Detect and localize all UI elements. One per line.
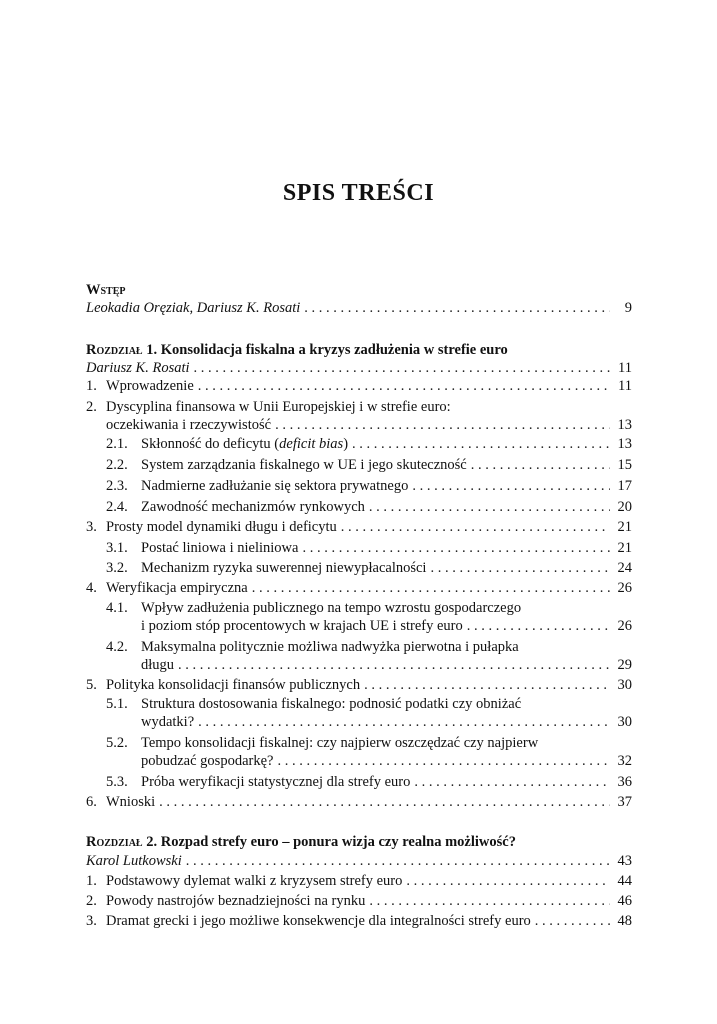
entry-page: 11: [618, 378, 632, 394]
dot-leader: [198, 376, 610, 396]
entry-number: 4.2.: [106, 639, 128, 655]
dot-leader: [304, 298, 610, 318]
entry-title: System zarządzania fiskalnego w UE i jego skuteczność: [141, 457, 467, 473]
entry-number: 5.3.: [106, 774, 128, 790]
entry-number: 2.1.: [106, 436, 128, 452]
entry-number: 5.1.: [106, 696, 128, 712]
entry-page: 15: [617, 457, 632, 473]
entry-title-part: Skłonność do deficytu (: [141, 436, 280, 452]
entry-title-cont: oczekiwania i rzeczywistość: [106, 417, 272, 433]
toc-entry[interactable]: [106, 598, 632, 618]
dot-leader: [430, 558, 610, 578]
entry-page: 24: [617, 560, 632, 576]
toc-entry[interactable]: [86, 376, 632, 396]
entry-page: 37: [617, 794, 632, 810]
section-heading-wstep: [86, 280, 632, 300]
entry-title: Dramat grecki i jego możliwe konsekwencje dla integralności strefy euro: [106, 913, 531, 929]
toc-entry[interactable]: [106, 476, 632, 496]
dot-leader: [414, 772, 610, 792]
entry-page: 9: [624, 300, 632, 316]
toc-entry-continuation[interactable]: [141, 712, 632, 732]
entry-title: Mechanizm ryzyka suwerennej niewypłacalności: [141, 560, 427, 576]
entry-page: 30: [617, 714, 632, 730]
entry-number: 2.: [86, 893, 97, 909]
dot-leader: [277, 751, 610, 771]
entry-title: Dyscyplina finansowa w Unii Europejskiej i w strefie euro:: [106, 399, 451, 415]
entry-number: 3.2.: [106, 560, 128, 576]
chapter-title: 1. Konsolidacja fiskalna a kryzys zadłużenia w strefie euro: [142, 342, 508, 358]
dot-leader: [186, 851, 610, 871]
toc-entry[interactable]: [106, 434, 632, 454]
dot-leader: [535, 911, 610, 931]
dot-leader: [194, 358, 610, 378]
toc-entry[interactable]: [106, 497, 632, 517]
entry-page: 44: [617, 873, 632, 889]
entry-title: Powody nastrojów beznadziejności na rynku: [106, 893, 366, 909]
dot-leader: [341, 517, 610, 537]
toc-entry[interactable]: [106, 637, 632, 657]
chapter-label: Rozdział: [86, 834, 143, 850]
toc-entry-continuation[interactable]: [141, 655, 632, 675]
entry-page: 29: [617, 657, 632, 673]
dot-leader: [467, 616, 610, 636]
dot-leader: [406, 871, 610, 891]
chapter-heading: [86, 832, 632, 852]
toc-entry[interactable]: [106, 772, 632, 792]
dot-leader: [369, 891, 610, 911]
dot-leader: [369, 497, 610, 517]
toc-entry[interactable]: [106, 558, 632, 578]
toc-entry-continuation[interactable]: [141, 751, 632, 771]
toc-entry[interactable]: [106, 733, 632, 753]
dot-leader: [159, 792, 610, 812]
entry-title: Podstawowy dylemat walki z kryzysem strefy euro: [106, 873, 403, 889]
entry-title-part: ): [343, 436, 349, 452]
entry-title: Wprowadzenie: [106, 378, 194, 394]
page-title: SPIS TREŚCI: [282, 180, 435, 206]
toc-entry[interactable]: [86, 871, 632, 891]
toc-entry-continuation[interactable]: [141, 616, 632, 636]
entry-authors: Dariusz K. Rosati: [86, 360, 190, 376]
toc-entry[interactable]: [86, 891, 632, 911]
chapter-label: Rozdział: [86, 342, 143, 358]
entry-title: Postać liniowa i nieliniowa: [141, 540, 299, 556]
entry-authors: Karol Lutkowski: [86, 853, 182, 869]
dot-leader: [302, 538, 610, 558]
toc-entry[interactable]: [106, 694, 632, 714]
entry-title: Prosty model dynamiki długu i deficytu: [106, 519, 337, 535]
toc-entry-continuation[interactable]: [106, 415, 632, 435]
entry-page: 11: [618, 360, 632, 376]
toc-entry[interactable]: [86, 578, 632, 598]
entry-title: Struktura dostosowania fiskalnego: podnosić podatki czy obniżać: [141, 696, 522, 712]
section-label: Wstęp: [86, 282, 126, 298]
entry-title: [141, 434, 348, 454]
dot-leader: [252, 578, 610, 598]
entry-page: 13: [617, 417, 632, 433]
entry-number: 5.: [86, 677, 97, 693]
entry-number: 2.: [86, 399, 97, 415]
entry-title-cont: wydatki?: [141, 714, 195, 730]
entry-title-italic: deficit bias: [279, 436, 344, 452]
entry-page: 21: [617, 540, 632, 556]
entry-page: 46: [617, 893, 632, 909]
entry-page: 43: [617, 853, 632, 869]
entry-number: 6.: [86, 794, 97, 810]
dot-leader: [198, 712, 610, 732]
dot-leader: [275, 415, 610, 435]
entry-number: 3.1.: [106, 540, 128, 556]
entry-number: 4.1.: [106, 600, 128, 616]
dot-leader: [412, 476, 610, 496]
toc-entry[interactable]: [86, 298, 632, 318]
entry-title: Nadmierne zadłużanie się sektora prywatnego: [141, 478, 409, 494]
entry-title: Wnioski: [106, 794, 156, 810]
chapter-heading: [86, 340, 632, 360]
entry-page: 17: [617, 478, 632, 494]
entry-page: 20: [617, 499, 632, 515]
toc-entry[interactable]: [86, 851, 632, 871]
entry-number: 2.2.: [106, 457, 128, 473]
entry-authors: Leokadia Oręziak, Dariusz K. Rosati: [86, 300, 301, 316]
entry-title: Weryfikacja empiryczna: [106, 580, 248, 596]
dot-leader: [471, 455, 610, 475]
chapter-title: 2. Rozpad strefy euro – ponura wizja czy realna możliwość?: [142, 834, 516, 850]
entry-number: 5.2.: [106, 735, 128, 751]
entry-page: 32: [617, 753, 632, 769]
dot-leader: [178, 655, 610, 675]
entry-number: 4.: [86, 580, 97, 596]
entry-page: 26: [617, 618, 632, 634]
entry-title-cont: długu: [141, 657, 175, 673]
entry-number: 2.4.: [106, 499, 128, 515]
entry-page: 30: [617, 677, 632, 693]
entry-title: Wpływ zadłużenia publicznego na tempo wzrostu gospodarczego: [141, 600, 522, 616]
toc-entry[interactable]: [86, 397, 632, 417]
entry-number: 3.: [86, 519, 97, 535]
entry-number: 1.: [86, 378, 97, 394]
entry-page: 36: [617, 774, 632, 790]
toc-entry[interactable]: [86, 517, 632, 537]
dot-leader: [364, 675, 610, 695]
entry-title: Tempo konsolidacji fiskalnej: czy najpierw oszczędzać czy najpierw: [141, 735, 539, 751]
entry-number: 1.: [86, 873, 97, 889]
entry-title: Maksymalna politycznie możliwa nadwyżka pierwotna i pułapka: [141, 639, 519, 655]
toc-entry[interactable]: [86, 911, 632, 931]
dot-leader: [352, 434, 610, 454]
toc-entry[interactable]: [86, 675, 632, 695]
toc-entry[interactable]: [86, 358, 632, 378]
toc-entry[interactable]: [106, 538, 632, 558]
entry-title: Zawodność mechanizmów rynkowych: [141, 499, 365, 515]
entry-number: 2.3.: [106, 478, 128, 494]
entry-title-cont: i poziom stóp procentowych w krajach UE i strefy euro: [141, 618, 463, 634]
entry-title: Próba weryfikacji statystycznej dla strefy euro: [141, 774, 411, 790]
entry-number: 3.: [86, 913, 97, 929]
entry-page: 48: [617, 913, 632, 929]
entry-title-cont: pobudzać gospodarkę?: [141, 753, 274, 769]
toc-entry[interactable]: [86, 792, 632, 812]
entry-page: 26: [617, 580, 632, 596]
entry-page: 13: [617, 436, 632, 452]
entry-page: 21: [617, 519, 632, 535]
entry-title: Polityka konsolidacji finansów publicznych: [106, 677, 361, 693]
toc-entry[interactable]: [106, 455, 632, 475]
